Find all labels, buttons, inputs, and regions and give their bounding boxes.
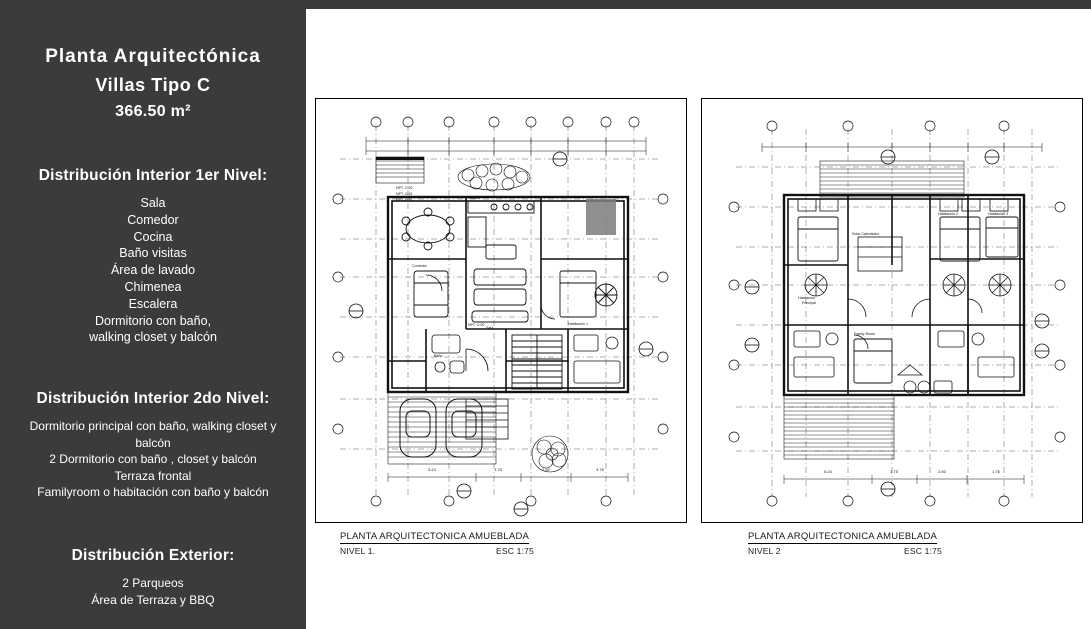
section-interior-level-1 — [14, 167, 292, 346]
caption-level-1 — [340, 526, 540, 556]
svg-text:Baño: Baño — [434, 354, 443, 358]
list-level-1 — [14, 195, 292, 346]
section-exterior — [14, 547, 292, 609]
plan-title-line2: Villas Tipo C — [95, 75, 211, 95]
svg-text:3.76: 3.76 — [596, 467, 604, 472]
list-level-2 — [14, 418, 292, 501]
svg-text:NPT -0.15: NPT -0.15 — [396, 192, 413, 196]
list-item: 2 Dormitorio con baño , closet y balcón — [49, 452, 257, 467]
list-item: Baño visitas — [119, 246, 187, 261]
svg-text:NPT -0.35: NPT -0.35 — [396, 198, 413, 202]
caption-level-2-level: NIVEL 2 — [748, 546, 781, 556]
list-item: Sala — [140, 196, 166, 210]
list-item: Familyroom o habitación con baño y balcón — [37, 485, 269, 500]
caption-level-1-level: NIVEL 1. — [340, 546, 376, 556]
svg-text:Cocina: Cocina — [468, 196, 480, 200]
caption-level-2 — [748, 526, 958, 556]
sidebar-title-block — [14, 46, 292, 121]
svg-text:2.50: 2.50 — [542, 467, 550, 472]
caption-level-1-title: PLANTA ARQUITECTONICA AMUEBLADA — [340, 531, 530, 542]
section-interior-level-2 — [14, 390, 292, 501]
list-item: Chimenea — [124, 279, 182, 294]
floorplan-level-1 — [315, 98, 687, 523]
section-heading-exterior: Distribución Exterior: — [71, 546, 235, 564]
top-dark-bar — [306, 0, 1091, 9]
floorplan-level-2-frame — [701, 98, 1083, 523]
floorplan-level-2 — [701, 98, 1083, 523]
svg-text:2.50: 2.50 — [938, 469, 946, 474]
svg-text:Habitación 1: Habitación 1 — [568, 322, 588, 326]
svg-text:Sala: Sala — [486, 326, 494, 330]
list-item: Comedor — [127, 212, 179, 227]
list-item: Escalera — [128, 296, 178, 311]
svg-text:NPT -0.00: NPT -0.00 — [468, 323, 485, 327]
svg-text:1.75: 1.75 — [494, 467, 502, 472]
svg-text:5.24: 5.24 — [428, 467, 436, 472]
list-item: Área de lavado — [110, 263, 196, 278]
plan-title-line1: Planta Arquitectónica — [45, 46, 261, 67]
caption-level-2-scale: ESC 1:75 — [904, 546, 942, 556]
list-item: Terraza frontal — [114, 468, 192, 483]
svg-text:Comedor: Comedor — [412, 264, 427, 268]
floorplan-level-1-frame — [315, 98, 687, 523]
list-item: Área de Terraza y BBQ — [91, 592, 215, 607]
caption-level-2-title: PLANTA ARQUITECTONICA AMUEBLADA — [748, 531, 938, 542]
list-item: balcón — [135, 435, 171, 450]
svg-text:Habitación 3: Habitación 3 — [988, 212, 1008, 216]
list-exterior — [14, 575, 292, 609]
list-item: Cocina — [133, 229, 173, 244]
floorplan-level-1-drawing — [316, 99, 687, 523]
list-item: walking closet y balcón — [89, 330, 217, 345]
svg-text:Habitación: Habitación — [798, 296, 815, 300]
svg-text:Habitación 2: Habitación 2 — [938, 212, 958, 216]
sidebar-info-panel — [0, 0, 306, 629]
svg-text:Solar Calentador: Solar Calentador — [852, 232, 879, 236]
floorplan-level-2-drawing — [702, 99, 1083, 523]
svg-text:1.76: 1.76 — [992, 469, 1000, 474]
svg-text:Principal: Principal — [802, 301, 816, 305]
section-heading-level-2: Distribución Interior 2do Nivel: — [36, 390, 270, 408]
svg-text:1.75: 1.75 — [890, 469, 898, 474]
drawings-area — [306, 0, 1091, 629]
svg-text:Family Room: Family Room — [854, 332, 876, 336]
svg-text:5.24: 5.24 — [824, 469, 832, 474]
list-item: 2 Parqueos — [122, 575, 184, 590]
list-item: Dormitorio con baño, — [94, 313, 212, 328]
caption-level-1-scale: ESC 1:75 — [496, 546, 534, 556]
svg-text:NPT -0.00: NPT -0.00 — [396, 186, 413, 190]
plan-area-line: 366.50 m² — [115, 103, 191, 120]
section-heading-level-1: Distribución Interior 1er Nivel: — [38, 167, 268, 184]
list-item: Dormitorio principal con baño, walking closet y — [29, 419, 277, 434]
